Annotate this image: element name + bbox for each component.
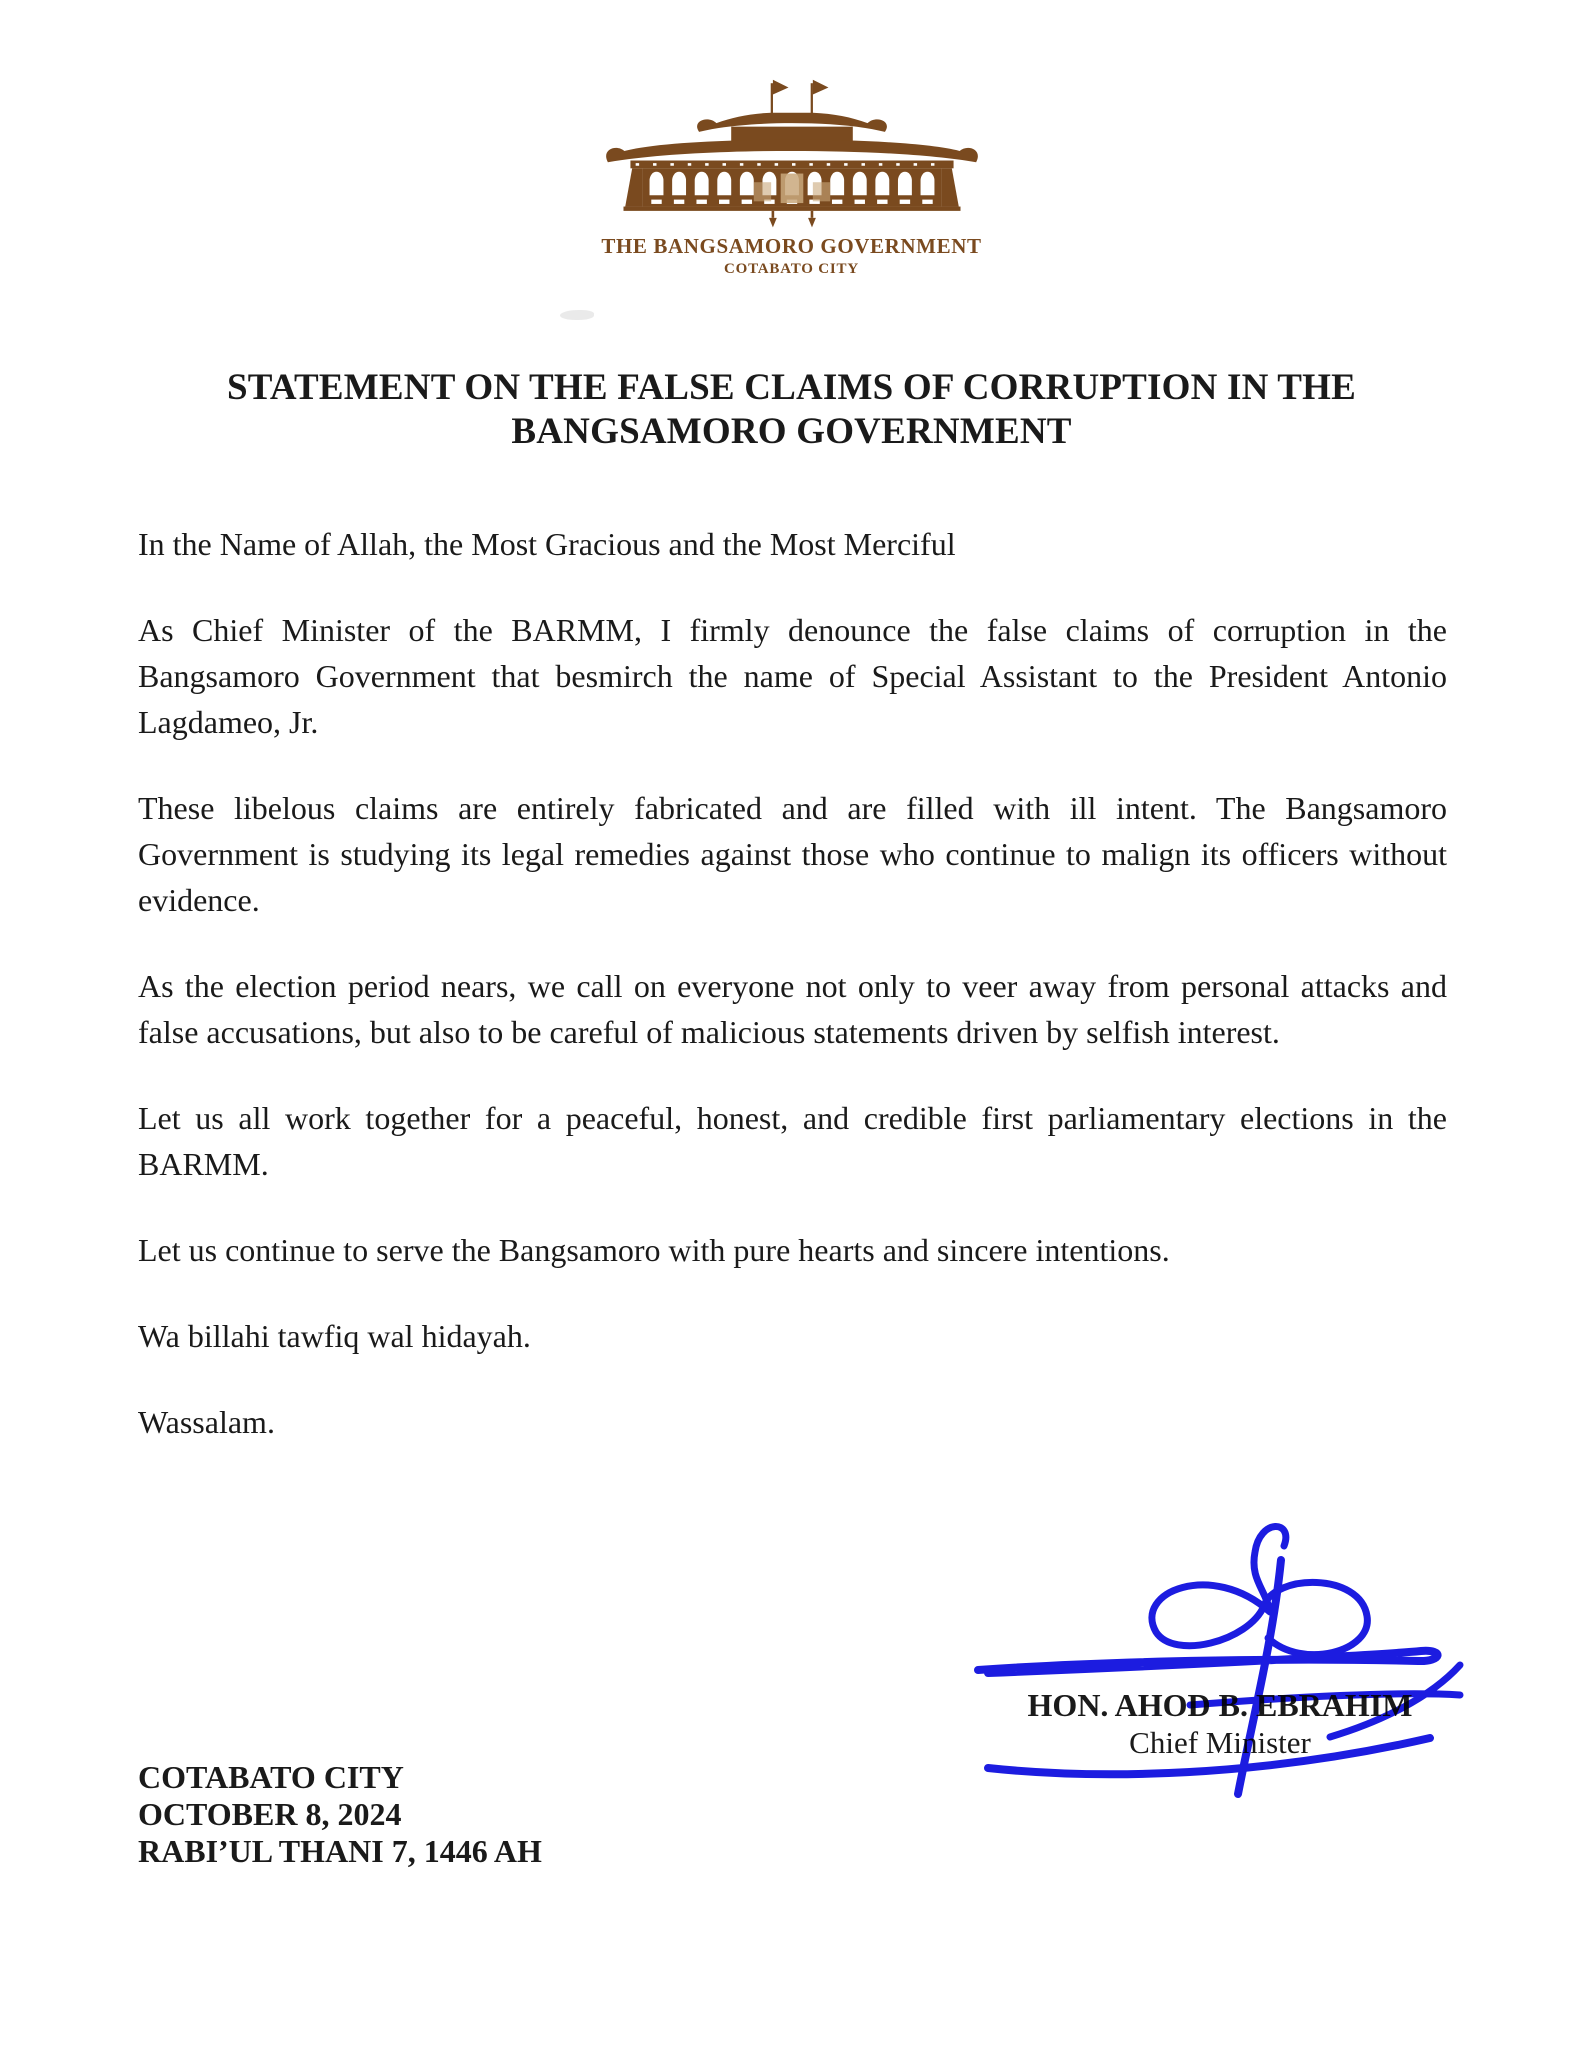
- scan-smudge: [560, 310, 594, 320]
- place-date-block: [138, 1759, 542, 1870]
- place-line: COTABATO CITY: [138, 1759, 404, 1795]
- statement-paragraph: These libelous claims are entirely fabricated and are filled with ill intent. The Bangsamoro Government is studying its legal remedies against those who continue to malign its officers without evidence.: [138, 790, 1447, 918]
- statement-paragraph: Let us continue to serve the Bangsamoro with pure hearts and sincere intentions.: [138, 1232, 1170, 1268]
- logo-org-name: THE BANGSAMORO GOVERNMENT: [601, 234, 982, 258]
- statement-paragraph: Wa billahi tawfiq wal hidayah.: [138, 1318, 531, 1354]
- statement-paragraph: As the election period nears, we call on everyone not only to veer away from personal attacks and false accusations, but also to be careful of malicious statements driven by selfish interest.: [138, 968, 1447, 1050]
- logo-location: COTABATO CITY: [723, 261, 859, 277]
- date-line: OCTOBER 8, 2024: [138, 1796, 402, 1832]
- statement-title-line2: BANGSAMORO GOVERNMENT: [511, 411, 1072, 452]
- government-seal: [0, 78, 1583, 278]
- statement-paragraph: In the Name of Allah, the Most Gracious and the Most Merciful: [138, 526, 956, 562]
- statement-body: [138, 521, 1447, 1485]
- statement-title-line1: STATEMENT ON THE FALSE CLAIMS OF CORRUPTION IN THE: [226, 367, 1357, 408]
- hijri-date-line: RABI’UL THANI 7, 1446 AH: [138, 1833, 542, 1869]
- statement-paragraph: Wassalam.: [138, 1404, 275, 1440]
- handwritten-signature: [950, 1500, 1490, 1810]
- signatory-title: Chief Minister: [1129, 1725, 1311, 1760]
- statement-title: [0, 366, 1583, 454]
- signatory-block: [950, 1687, 1490, 1763]
- statement-paragraph: As Chief Minister of the BARMM, I firmly denounce the false claims of corruption in the Bangsamoro Government that besmirch the name of Special Assistant to the President Antonio Lagdameo, Jr.: [138, 612, 1447, 740]
- parliament-building-icon: [572, 78, 1012, 230]
- signatory-name: HON. AHOD B. EBRAHIM: [1027, 1687, 1413, 1723]
- statement-paragraph: Let us all work together for a peaceful, honest, and credible first parliamentary elections in the BARMM.: [138, 1100, 1447, 1182]
